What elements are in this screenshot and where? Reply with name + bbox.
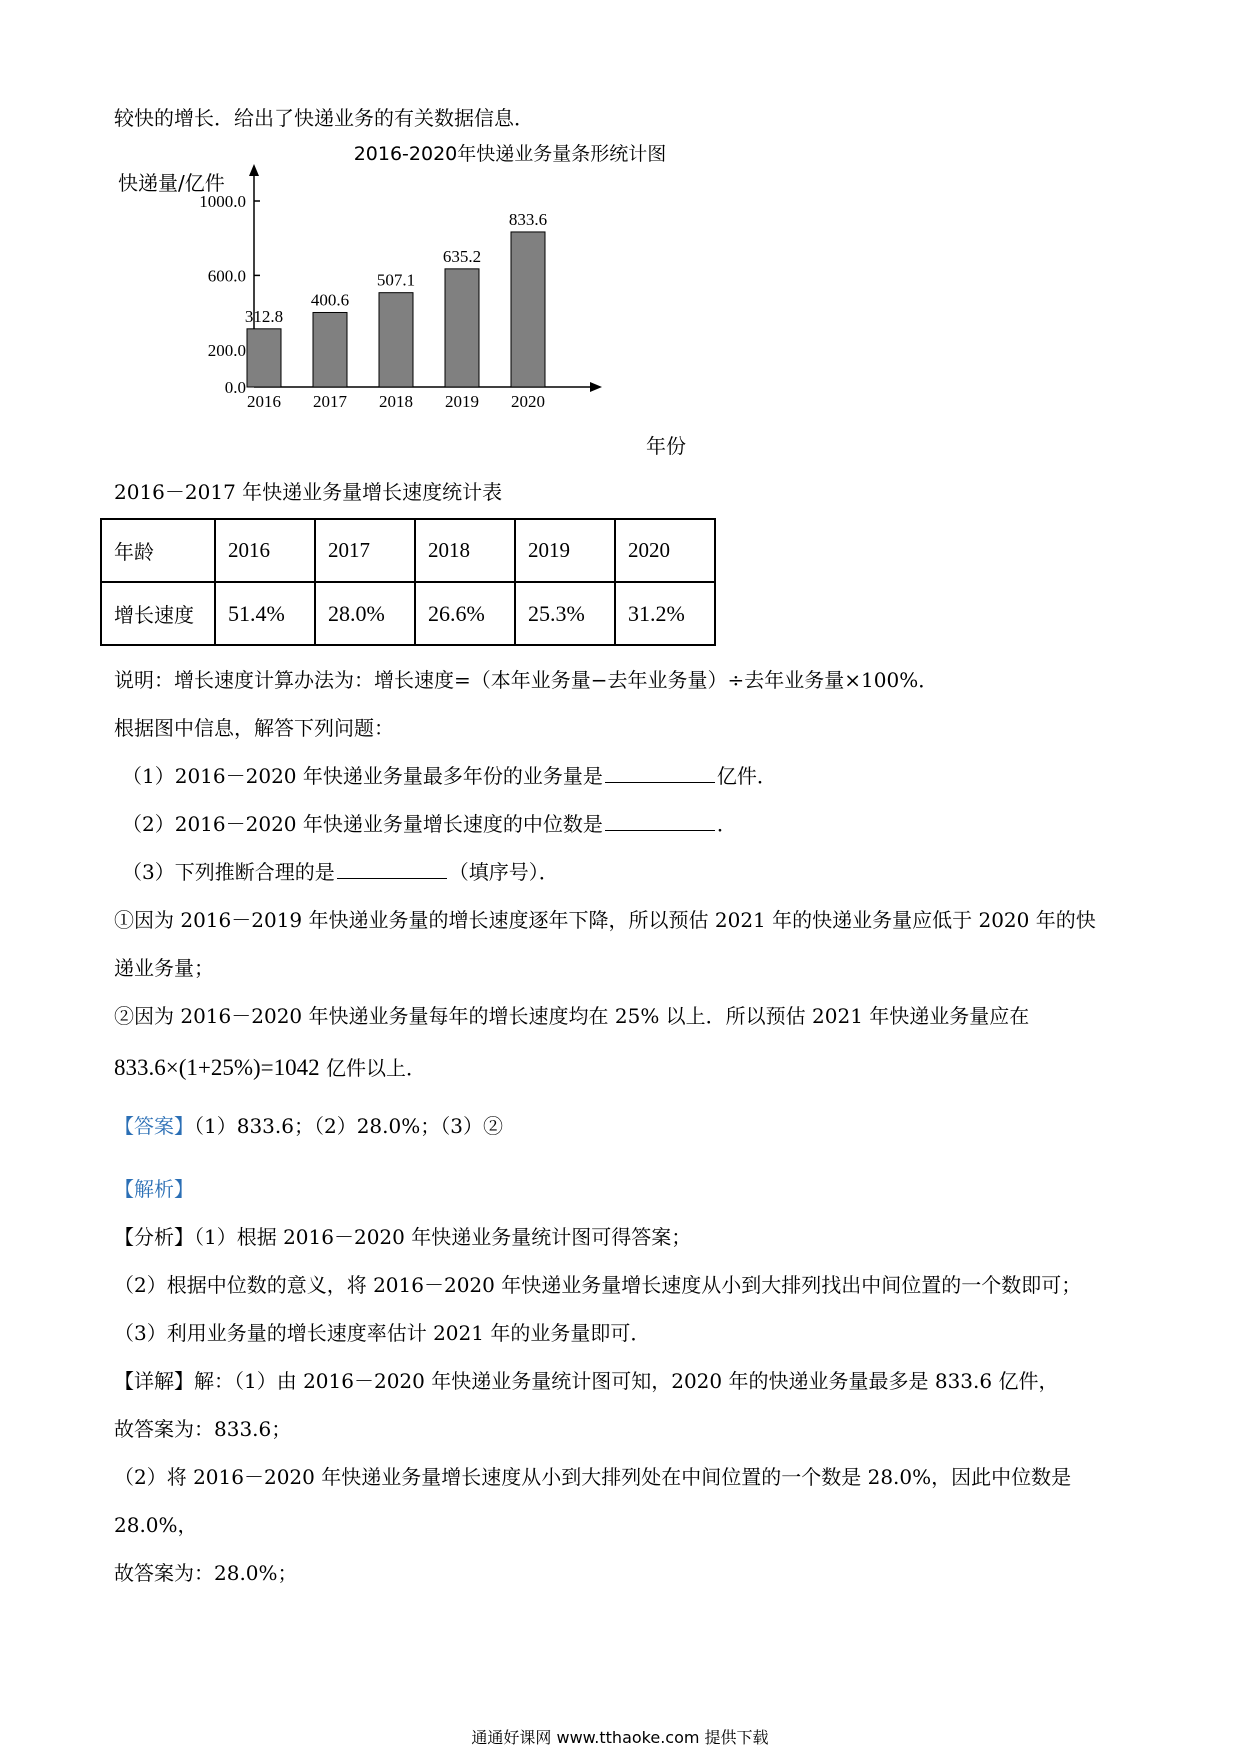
y-tick-label: 200.0 bbox=[207, 340, 246, 360]
chart-y-axis-label: 快递量/亿件 bbox=[118, 171, 225, 195]
option-2-line-2 bbox=[114, 1054, 426, 1082]
chart-bars bbox=[244, 232, 545, 387]
chart-x-ticks bbox=[247, 392, 545, 411]
chart-data-label: 833.6 bbox=[508, 209, 548, 229]
table-cell: 2019 bbox=[515, 519, 615, 582]
answer-tag: 【答案】 bbox=[114, 1114, 194, 1138]
prompt-text: 根据图中信息，解答下列问题： bbox=[114, 716, 394, 740]
x-tick-label: 2019 bbox=[445, 392, 479, 411]
fenxi-text-1: （1）根据 2016－2020 年快递业务量统计图可得答案； bbox=[194, 1225, 692, 1249]
chart-axes bbox=[249, 164, 602, 392]
table-cell: 增长速度 bbox=[101, 582, 215, 645]
option-2-line-1: ②因为 2016－2020 年快递业务量每年的增长速度均在 25% 以上．所以预估 2021 年快递业务量应在 bbox=[114, 1004, 1030, 1028]
table-cell: 年龄 bbox=[101, 519, 215, 582]
question-1 bbox=[122, 762, 777, 790]
chart-bar bbox=[247, 329, 281, 387]
y-axis-arrow-icon bbox=[249, 164, 259, 176]
detail-tag: 【详解】 bbox=[114, 1369, 194, 1393]
x-axis-arrow-icon bbox=[590, 382, 602, 392]
table-header-row bbox=[101, 519, 715, 582]
x-tick-label: 2017 bbox=[313, 392, 347, 411]
detail-line-4: 28.0%， bbox=[114, 1513, 198, 1537]
fenxi-tag: 【分析】 bbox=[114, 1225, 194, 1249]
table-caption: 2016－2017 年快递业务量增长速度统计表 bbox=[114, 480, 503, 504]
answer-line bbox=[114, 1112, 503, 1140]
answer-text: （1）833.6；（2）28.0%；（3）② bbox=[194, 1114, 503, 1138]
question-2-text: （2）2016－2020 年快递业务量增长速度的中位数是 bbox=[122, 812, 603, 836]
express-bar-chart bbox=[110, 140, 730, 470]
table-cell: 51.4% bbox=[215, 582, 315, 645]
answer-blank bbox=[337, 858, 447, 879]
question-3-end: （填序号）． bbox=[448, 860, 559, 884]
table-row bbox=[101, 582, 715, 645]
note-text: 说明：增长速度计算办法为：增长速度=（本年业务量−去年业务量）÷去年业务量×100%． bbox=[114, 668, 939, 692]
x-tick-label: 2016 bbox=[247, 392, 281, 411]
table-cell: 31.2% bbox=[615, 582, 715, 645]
table-cell: 28.0% bbox=[315, 582, 415, 645]
chart-data-label: 635.2 bbox=[442, 246, 482, 266]
chart-bar bbox=[379, 293, 413, 387]
option-1-line-1: ①因为 2016－2019 年快递业务量的增长速度逐年下降，所以预估 2021 年的快递业务量应低于 2020 年的快 bbox=[114, 908, 1096, 932]
detail-text-1: 解：（1）由 2016－2020 年快递业务量统计图可知，2020 年的快递业务量最多是 833.6 亿件， bbox=[194, 1369, 1059, 1393]
question-2-end: ． bbox=[716, 812, 737, 836]
intro-text: 较快的增长．给出了快递业务的有关数据信息． bbox=[114, 106, 534, 130]
y-tick-label: 1000.0 bbox=[199, 192, 246, 211]
table-cell: 2020 bbox=[615, 519, 715, 582]
question-1-text: （1）2016－2020 年快递业务量最多年份的业务量是 bbox=[122, 764, 603, 788]
chart-bar bbox=[511, 232, 545, 387]
x-tick-label: 2018 bbox=[379, 392, 413, 411]
question-1-unit: 亿件． bbox=[716, 764, 777, 788]
table-cell: 2018 bbox=[415, 519, 515, 582]
analysis-tag: 【解析】 bbox=[114, 1177, 194, 1201]
analysis-heading bbox=[114, 1175, 194, 1203]
fenxi-line-1 bbox=[114, 1223, 691, 1251]
answer-blank bbox=[605, 810, 715, 831]
option-1-line-2: 递业务量； bbox=[114, 956, 214, 980]
table-cell: 26.6% bbox=[415, 582, 515, 645]
table-cell: 25.3% bbox=[515, 582, 615, 645]
x-tick-label: 2020 bbox=[511, 392, 545, 411]
chart-data-label: 400.6 bbox=[310, 290, 350, 310]
table-cell: 2017 bbox=[315, 519, 415, 582]
option-2-tail: 亿件以上． bbox=[319, 1056, 427, 1080]
detail-line-1 bbox=[114, 1367, 1058, 1395]
answer-blank bbox=[605, 762, 715, 783]
chart-bar bbox=[445, 269, 479, 387]
chart-data-label: 312.8 bbox=[244, 306, 284, 326]
question-2 bbox=[122, 810, 737, 838]
detail-line-5: 故答案为：28.0%； bbox=[114, 1561, 298, 1585]
y-tick-label: 600.0 bbox=[207, 266, 246, 286]
chart-data-label: 507.1 bbox=[376, 270, 416, 290]
option-2-formula: 833.6×(1+25%)=1042 bbox=[114, 1055, 320, 1080]
chart-bar bbox=[313, 312, 347, 387]
question-3 bbox=[122, 858, 559, 886]
chart-x-axis-label: 年份 bbox=[646, 434, 686, 458]
detail-line-3: （2）将 2016－2020 年快递业务量增长速度从小到大排列处在中间位置的一个数是 28.0%，因此中位数是 bbox=[114, 1465, 1072, 1489]
fenxi-line-2: （2）根据中位数的意义，将 2016－2020 年快递业务量增长速度从小到大排列找出中间位置的一个数即可； bbox=[114, 1273, 1082, 1297]
table-cell: 2016 bbox=[215, 519, 315, 582]
question-3-text: （3）下列推断合理的是 bbox=[122, 860, 335, 884]
detail-line-2: 故答案为：833.6； bbox=[114, 1417, 292, 1441]
fenxi-line-3: （3）利用业务量的增长速度率估计 2021 年的业务量即可． bbox=[114, 1321, 651, 1345]
growth-rate-table bbox=[100, 518, 716, 646]
chart-title: 2016-2020年快递业务量条形统计图 bbox=[353, 143, 667, 165]
page-footer: 通通好课网 www.tthaoke.com 提供下载 bbox=[471, 1728, 769, 1747]
y-tick-label: 0.0 bbox=[224, 378, 246, 397]
